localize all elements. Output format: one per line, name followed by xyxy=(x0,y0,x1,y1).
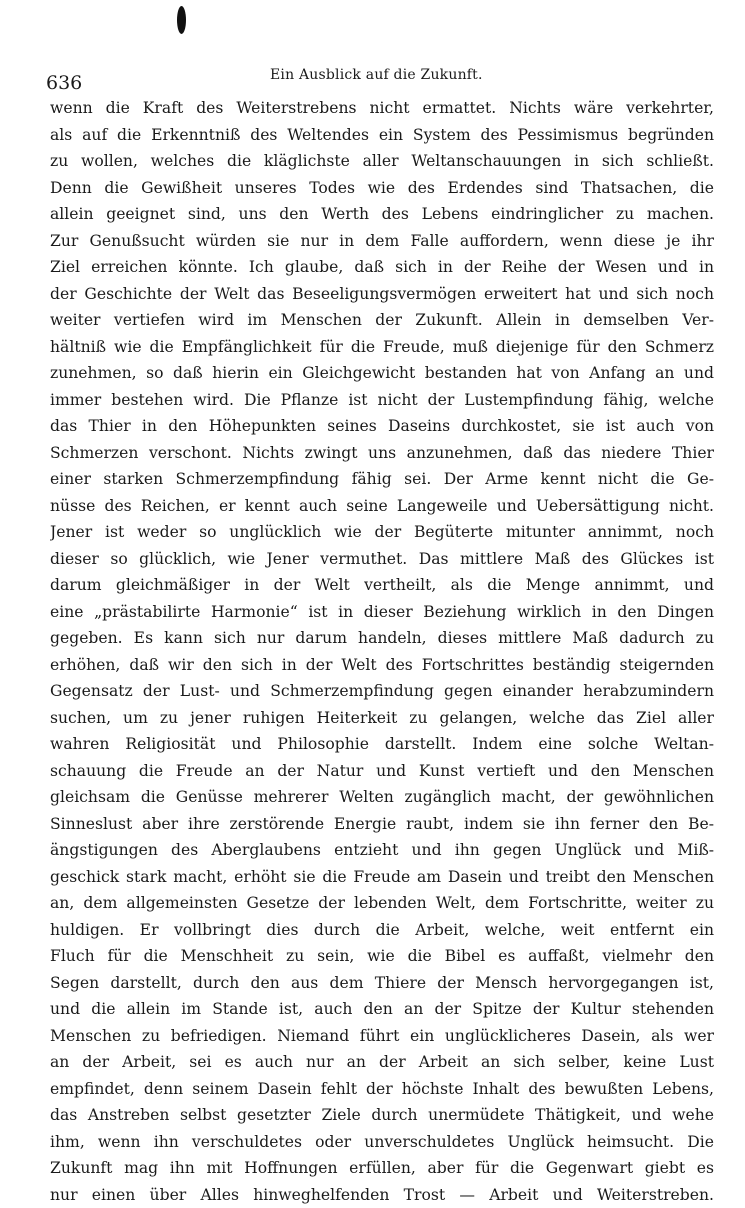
text-line: Denn die Gewißheit unseres Todes wie des Erdendes sind Thatsachen, die xyxy=(50,175,714,202)
text-line: Gegensatz der Lust- und Schmerzempfindung gegen einander herabzumindern xyxy=(50,678,714,705)
text-line: der Geschichte der Welt das Beseeligungsvermögen erweitert hat und sich noch xyxy=(50,281,714,308)
text-line: suchen, um zu jener ruhigen Heiterkeit zu gelangen, welche das Ziel aller xyxy=(50,705,714,732)
text-line: an der Arbeit, sei es auch nur an der Arbeit an sich selber, keine Lust xyxy=(50,1049,714,1076)
text-line: zu wollen, welches die kläglichste aller Weltanschauungen in sich schließt. xyxy=(50,148,714,175)
text-line: Zukunft mag ihn mit Hoffnungen erfüllen, aber für die Gegenwart giebt es xyxy=(50,1155,714,1182)
text-line: wahren Religiosität und Philosophie darstellt. Indem eine solche Weltan- xyxy=(50,731,714,758)
text-line: eine „prästabilirte Harmonie“ ist in dieser Beziehung wirklich in den Dingen xyxy=(50,599,714,626)
text-line: das Thier in den Höhepunkten seines Daseins durchkostet, sie ist auch von xyxy=(50,413,714,440)
text-line: gleichsam die Genüsse mehrerer Welten zugänglich macht, der gewöhnlichen xyxy=(50,784,714,811)
text-line: dieser so glücklich, wie Jener vermuthet. Das mittlere Maß des Glückes ist xyxy=(50,546,714,573)
text-line: und die allein im Stande ist, auch den an der Spitze der Kultur stehenden xyxy=(50,996,714,1023)
text-line: weiter vertiefen wird im Menschen der Zukunft. Allein in demselben Ver- xyxy=(50,307,714,334)
text-line: Schmerzen verschont. Nichts zwingt uns anzunehmen, daß das niedere Thier xyxy=(50,440,714,467)
ink-speck xyxy=(177,6,186,34)
text-line: allein geeignet sind, uns den Werth des Lebens eindringlicher zu machen. xyxy=(50,201,714,228)
running-title: Ein Ausblick auf die Zukunft. xyxy=(270,65,483,85)
text-line: huldigen. Er vollbringt dies durch die Arbeit, welche, weit entfernt ein xyxy=(50,917,714,944)
text-line: wenn die Kraft des Weiterstrebens nicht ermattet. Nichts wäre verkehrter, xyxy=(50,95,714,122)
text-line: gegeben. Es kann sich nur darum handeln, dieses mittlere Maß dadurch zu xyxy=(50,625,714,652)
text-line: das Anstreben selbst gesetzter Ziele durch unermüdete Thätigkeit, und wehe xyxy=(50,1102,714,1129)
text-line: geschick stark macht, erhöht sie die Freude am Dasein und treibt den Menschen xyxy=(50,864,714,891)
text-line: immer bestehen wird. Die Pflanze ist nicht der Lustempfindung fähig, welche xyxy=(50,387,714,414)
text-line: darum gleichmäßiger in der Welt vertheilt, als die Menge annimmt, und xyxy=(50,572,714,599)
text-line: Fluch für die Menschheit zu sein, wie die Bibel es auffaßt, vielmehr den xyxy=(50,943,714,970)
text-line: Jener ist weder so unglücklich wie der Begüterte mitunter annimmt, noch xyxy=(50,519,714,546)
text-line: hältniß wie die Empfänglichkeit für die Freude, muß diejenige für den Schmerz xyxy=(50,334,714,361)
text-line: Segen darstellt, durch den aus dem Thiere der Mensch hervorgegangen ist, xyxy=(50,970,714,997)
text-line: als auf die Erkenntniß des Weltendes ein System des Pessimismus begründen xyxy=(50,122,714,149)
text-line: Menschen zu befriedigen. Niemand führt ein unglücklicheres Dasein, als wer xyxy=(50,1023,714,1050)
text-line: empfindet, denn seinem Dasein fehlt der höchste Inhalt des bewußten Lebens, xyxy=(50,1076,714,1103)
text-line: zunehmen, so daß hierin ein Gleichgewicht bestanden hat von Anfang an und xyxy=(50,360,714,387)
text-line: schauung die Freude an der Natur und Kunst vertieft und den Menschen xyxy=(50,758,714,785)
text-line: an, dem allgemeinsten Gesetze der lebenden Welt, dem Fortschritte, weiter zu xyxy=(50,890,714,917)
text-line: nur einen über Alles hinweghelfenden Trost — Arbeit und Weiterstreben. xyxy=(50,1182,714,1208)
text-line: Sinneslust aber ihre zerstörende Energie raubt, indem sie ihn ferner den Be- xyxy=(50,811,714,838)
body-text xyxy=(50,95,714,1208)
text-line: ihm, wenn ihn verschuldetes oder unverschuldetes Unglück heimsucht. Die xyxy=(50,1129,714,1156)
page-number: 636 xyxy=(46,71,82,95)
text-line: erhöhen, daß wir den sich in der Welt des Fortschrittes beständig steigernden xyxy=(50,652,714,679)
text-line: Zur Genußsucht würden sie nur in dem Falle auffordern, wenn diese je ihr xyxy=(50,228,714,255)
text-line: ängstigungen des Aberglaubens entzieht und ihn gegen Unglück und Miß- xyxy=(50,837,714,864)
text-line: Ziel erreichen könnte. Ich glaube, daß sich in der Reihe der Wesen und in xyxy=(50,254,714,281)
text-line: nüsse des Reichen, er kennt auch seine Langeweile und Uebersättigung nicht. xyxy=(50,493,714,520)
text-line: einer starken Schmerzempfindung fähig sei. Der Arme kennt nicht die Ge- xyxy=(50,466,714,493)
